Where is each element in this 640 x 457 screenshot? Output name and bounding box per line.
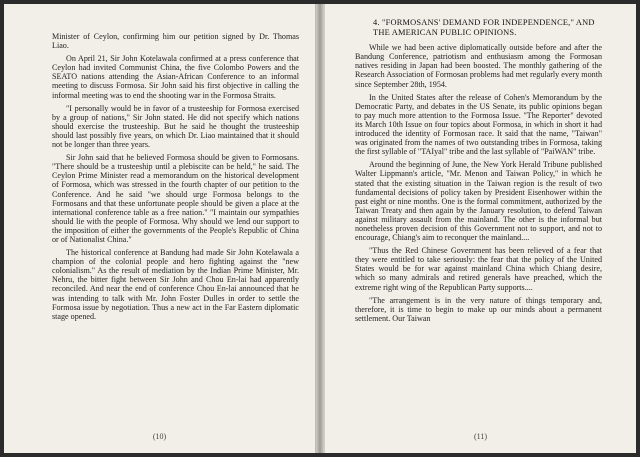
paragraph: The historical conference at Bandung had made Sir John Kotelawala a champion of the colonial people and hero fighting against the "new colonialism." As the result of mediation by the Indian Prime Minister, Mr. Nehru, the bitter fight between Sir John and Chou En-lai had apparently reconciled. And near the end of conference Chou En-lai announced that he was intending to talk with Mr. John Foster Dulles in order to settle the Formosa issue by negotiation. Thus a new act in the Far Eastern diplomatic stage opened.: [52, 248, 299, 321]
left-page: [4, 4, 316, 453]
book-gutter: [316, 4, 324, 453]
page-number: (11): [473, 432, 488, 441]
book-spread: [4, 4, 636, 453]
left-page-text: [52, 32, 299, 321]
right-page-text: [355, 43, 602, 323]
paragraph: "Thus the Red Chinese Government has been relieved of a fear that they were entitled to take seriously: the fear that the policy of the United States would be for war against mainland China which Chiang desire, which so many admirals and retired generals have preached, which the extreme right wing of the Republican Party supports....: [355, 246, 602, 292]
paragraph: On April 21, Sir John Kotelawala confirmed at a press conference that Ceylon had invited Communist China, the five Colombo Powers and the SEATO nations attending the Asian-African Conference to an informal meeting to discuss Formosa. Sir John said his first objective in calling the informal meeting was to end the shooting war in the Formosa Straits.: [52, 54, 299, 100]
paragraph: "The arrangement is in the very nature of things temporary and, therefore, it is time to begin to make up our minds about a permanent settlement. Our Taiwan: [355, 295, 602, 323]
paragraph: Around the beginning of June, the New York Herald Tribune published Walter Lippmann's article, "Mr. Menon and Taiwan Policy," in which he stated that the existing situation in the Taiwan region is the result of two fundamental decisions of policy taken by President Eisenhower within the past eight or nine months. One is the formal commitment, authorized by the Taiwan Treaty and then again by the January resolution, to defend Taiwan against military assault from the mainland. The other is the informal but nonetheless proven decision of this Government not to support, and not to encourage, Chiang's aim to reconquer the mainland....: [355, 160, 602, 243]
section-heading: 4. "FORMOSANS' DEMAND FOR INDEPENDENCE," AND THE AMERICAN PUBLIC OPINIONS.: [373, 18, 595, 37]
paragraph: While we had been active diplomatically outside before and after the Bandung Conference, patriotism and enthusiasm among the Formosan natives residing in Japan had been boosted. The monthly gathering of the Research Association of Formosan problems had met regularly every month since September 28th, 1954.: [355, 43, 602, 89]
paragraph: "I personally would be in favor of a trusteeship for Formosa exercised by a group of nations," Sir John stated. He did not specify which nations should exercise the trusteeship. But he said he thought the trusteeship should last possibly five years, on which Dr. Liao maintained that it should not be longer than three years.: [52, 103, 299, 150]
right-page: [324, 4, 636, 453]
page-number: (10): [152, 432, 167, 441]
paragraph: Minister of Ceylon, confirming him our petition signed by Dr. Thomas Liao.: [52, 32, 299, 51]
paragraph: Sir John said that he believed Formosa should be given to Formosans. "There should be a trusteeship until a plebiscite can be held," he said. The Ceylon Prime Minister read a memorandum on the historical development of Formosa, which was stressed in the fourth chapter of our petition to the Conference. And he said "we should urge Formosa belongs to the Formosans and that these unfortunate people should be given a place at the international conference table as a free nation." "I maintain our sympathies should lie with the people of Formosa. Why should we lend our support to the imposition of either the governments of the People's Republic of China or of Nationalist China.": [52, 153, 299, 244]
paragraph: In the United States after the release of Cohen's Memorandum by the Democratic Party, and debates in the US Senate, its public opinions began to pay much more attention to the Formosa Issue. "The Reporter" devoted its March 10th Issue on four topics about Formosa, in which in short it had introduced the identity of Formosan race. It said that the name, "Taiwan" was originated from the names of two outstanding tribes in Formosa, taking the first syllable of "TAIyal" tribe and the last syllable of "PaiWAN" tribe.: [355, 92, 602, 157]
